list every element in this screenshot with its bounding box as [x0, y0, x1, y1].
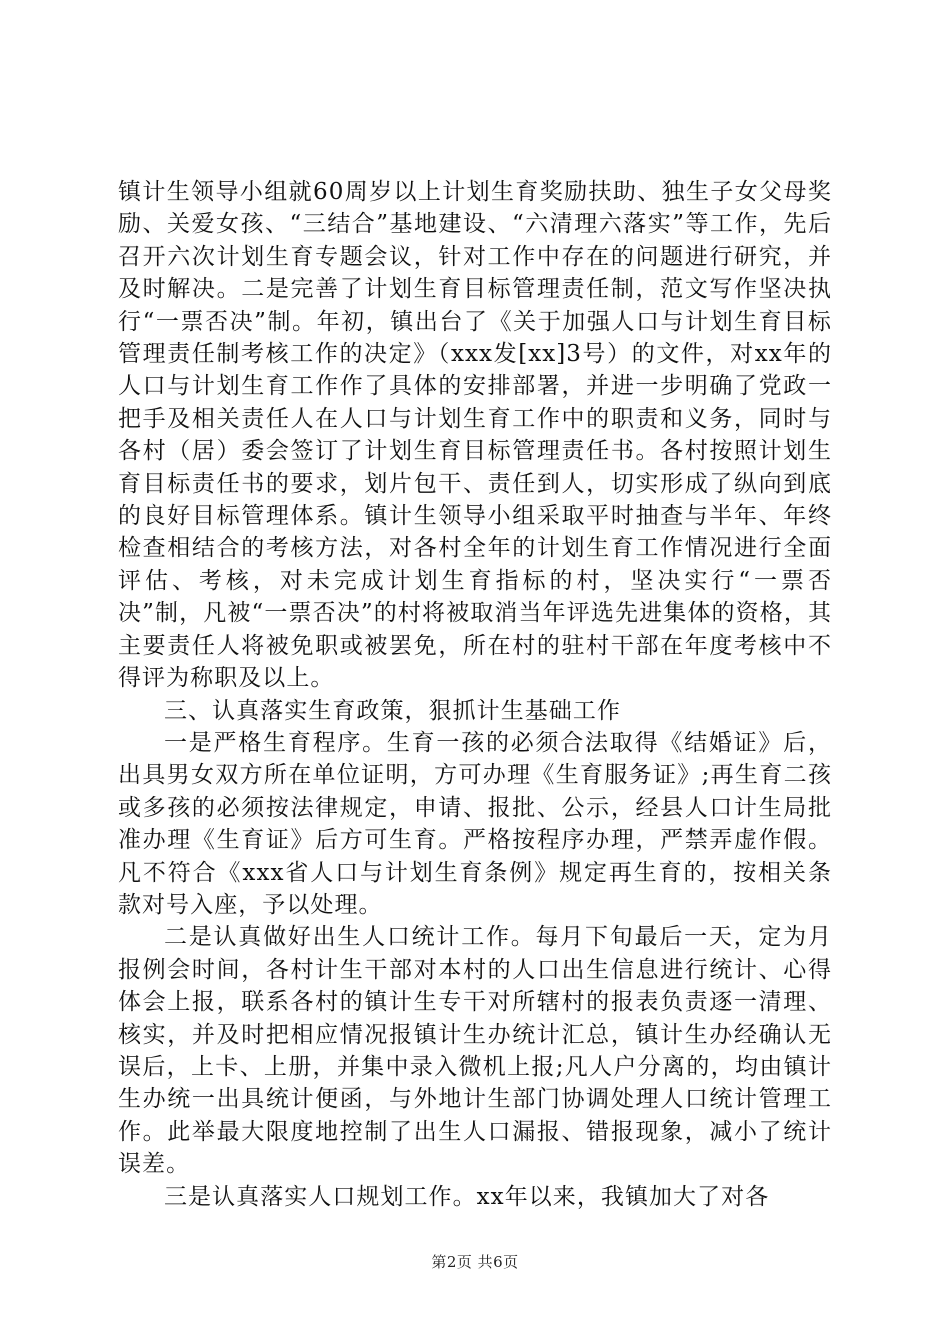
paragraph-2: 一是严格生育程序。生育一孩的必须合法取得《结婚证》后，出具男女双方所在单位证明，方可办理《生育服务证》;再生育二孩或多孩的必须按法律规定，申请、报批、公示，经县人口计生局批准办理《生育证》后方可生育。严格按程序办理，严禁弄虚作假。凡不符合《xxx省人口与计划生育条例》规定再生育的，按相关条款对号入座，予以处理。: [118, 729, 832, 918]
paragraph-1: 镇计生领导小组就60周岁以上计划生育奖励扶助、独生子女父母奖励、关爱女孩、“三结合”基地建设、“六清理六落实”等工作，先后召开六次计划生育专题会议，针对工作中存在的问题进行研究，并及时解决。二是完善了计划生育目标管理责任制，范文写作坚决执行“一票否决”制。年初，镇出台了《关于加强人口与计划生育目标管理责任制考核工作的决定》（xxx发[xx]3号）的文件，对xx年的人口与计划生育工作作了具体的安排部署，并进一步明确了党政一把手及相关责任人在人口与计划生育工作中的职责和义务，同时与各村（居）委会签订了计划生育目标管理责任书。各村按照计划生育目标责任书的要求，划片包干、责任到人，切实形成了纵向到底的良好目标管理体系。镇计生领导小组采取平时抽查与半年、年终检查相结合的考核方法，对各村全年的计划生育工作情况进行全面评估、考核，对未完成计划生育指标的村，坚决实行“一票否决”制，凡被“一票否决”的村将被取消当年评选先进集体的资格，其主要责任人将被免职或被罢免，所在村的驻村干部在年度考核中不得评为称职及以上。: [118, 179, 832, 692]
document-body: [118, 176, 832, 1213]
page-number-footer: 第2页 共6页: [431, 1253, 519, 1271]
paragraph-3: 二是认真做好出生人口统计工作。每月下旬最后一天，定为月报例会时间，各村计生干部对本村的人口出生信息进行统计、心得体会上报，联系各村的镇计生专干对所辖村的报表负责逐一清理、核实，并及时把相应情况报镇计生办统计汇总，镇计生办经确认无误后，上卡、上册，并集中录入微机上报;凡人户分离的，均由镇计生办统一出具统计便函，与外地计生部门协调处理人口统计管理工作。此举最大限度地控制了出生人口漏报、错报现象，减小了统计误差。: [118, 924, 832, 1178]
section-heading: 三、认真落实生育政策，狠抓计生基础工作: [164, 697, 621, 724]
paragraph-4: 三是认真落实人口规划工作。xx年以来，我镇加大了对各: [164, 1183, 770, 1210]
